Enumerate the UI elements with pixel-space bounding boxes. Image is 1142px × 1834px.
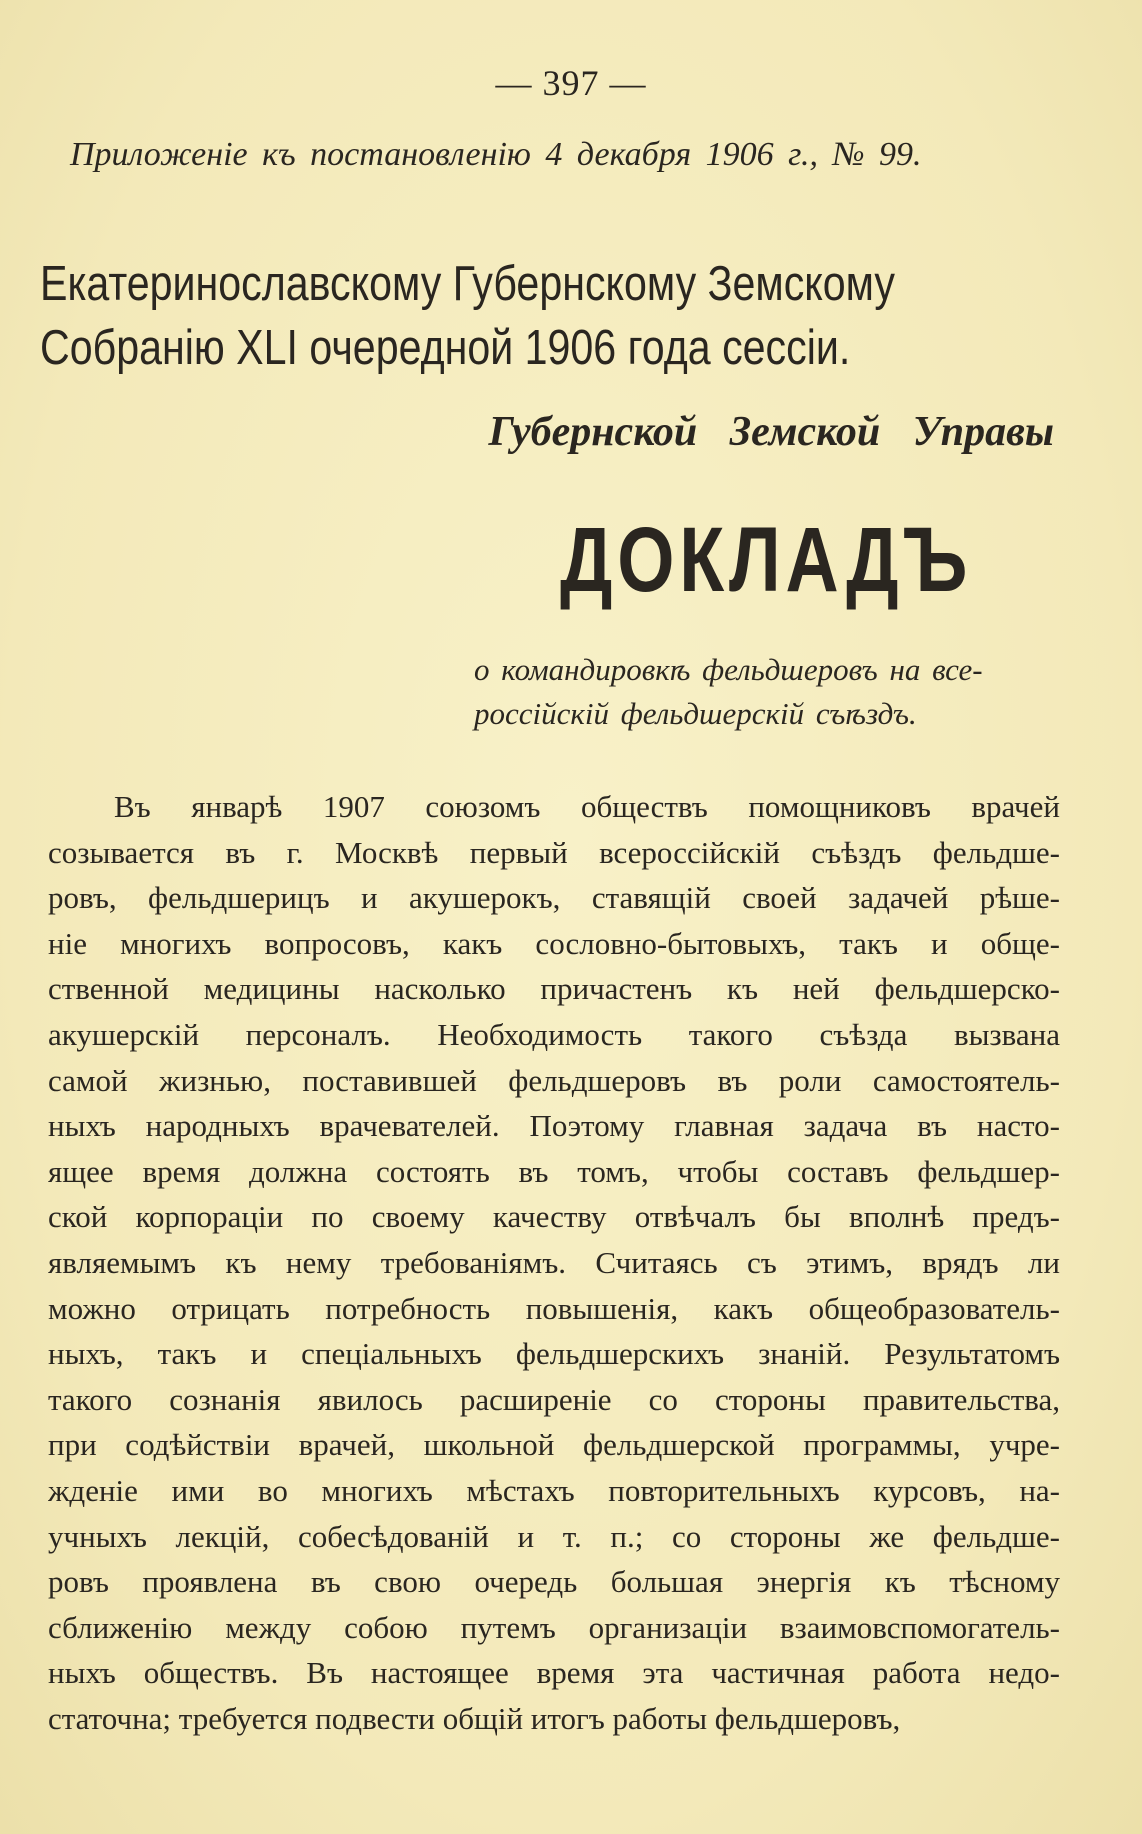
body-line: ніе многихъ вопросовъ, какъ сословно-бытовыхъ, такъ и обще- (48, 925, 1060, 961)
body-line: ныхъ, такъ и спеціальныхъ фельдшерскихъ знаній. Результатомъ (48, 1336, 1060, 1372)
body-line: ской корпораціи по своему качеству отвѣчалъ бы вполнѣ предъ- (48, 1199, 1060, 1235)
report-subject (474, 648, 1064, 736)
body-line: такого сознанія явилось расширеніе со стороны правительства, (48, 1381, 1060, 1417)
subject-line: россійскій фельдшерскій съѣздъ. (474, 696, 917, 731)
body-line: ственной медицины насколько причастенъ къ ней фельдшерско- (48, 971, 1060, 1007)
body-line: Въ январѣ 1907 союзомъ обществъ помощниковъ врачей (114, 789, 1060, 824)
body-line: самой жизнью, поставившей фельдшеровъ въ роли самостоятель- (48, 1062, 1060, 1098)
body-line: при содѣйствіи врачей, школьной фельдшерской программы, учре- (48, 1427, 1060, 1463)
body-line: ящее время должна состоять въ томъ, чтобы составъ фельдшер- (48, 1153, 1060, 1189)
board-heading: Губернской Земской Управы (488, 409, 1054, 455)
body-line: акушерскій персоналъ. Необходимость такого съѣзда вызвана (48, 1016, 1060, 1052)
subject-line: о командировкѣ фельдшеровъ на все- (474, 652, 983, 687)
assembly-heading (40, 252, 1048, 380)
body-line: созывается въ г. Москвѣ первый всероссійскій съѣздъ фельдше- (48, 834, 1060, 870)
body-line: жденіе ими во многихъ мѣстахъ повторительныхъ курсовъ, на- (48, 1472, 1060, 1508)
body-line: сближенію между собою путемъ организаціи взаимовспомогатель- (48, 1609, 1060, 1645)
assembly-heading-line: Екатеринославскому Губернскому Земскому (40, 257, 896, 311)
body-line: статочна; требуется подвести общій итогъ работы фельдшеровъ, (48, 1700, 901, 1736)
body-line: ровъ, фельдшерицъ и акушерокъ, ставящій своей задачей рѣше- (48, 880, 1060, 916)
appendix-note: Приложеніе къ постановленію 4 декабря 1906 г., № 99. (70, 136, 922, 173)
body-line: можно отрицать потребность повышенія, какъ общеобразователь- (48, 1290, 1060, 1326)
body-line: учныхъ лекцій, собесѣдованій и т. п.; со стороны же фельдше- (48, 1518, 1060, 1554)
body-line: ровъ проявлена въ свою очередь большая энергія къ тѣсному (48, 1564, 1060, 1600)
assembly-heading-line: Собранію XLI очередной 1906 года сессіи. (40, 321, 851, 375)
body-line: ныхъ обществъ. Въ настоящее время эта частичная работа недо- (48, 1655, 1060, 1691)
body-text (48, 784, 1060, 1741)
body-line: ныхъ народныхъ врачевателей. Поэтому главная задача въ насто- (48, 1108, 1060, 1144)
page-number: — 397 — (495, 63, 647, 103)
document-title: ДОКЛАДЪ (560, 509, 973, 611)
body-line: являемымъ къ нему требованіямъ. Считаясь съ этимъ, врядъ ли (48, 1244, 1060, 1280)
